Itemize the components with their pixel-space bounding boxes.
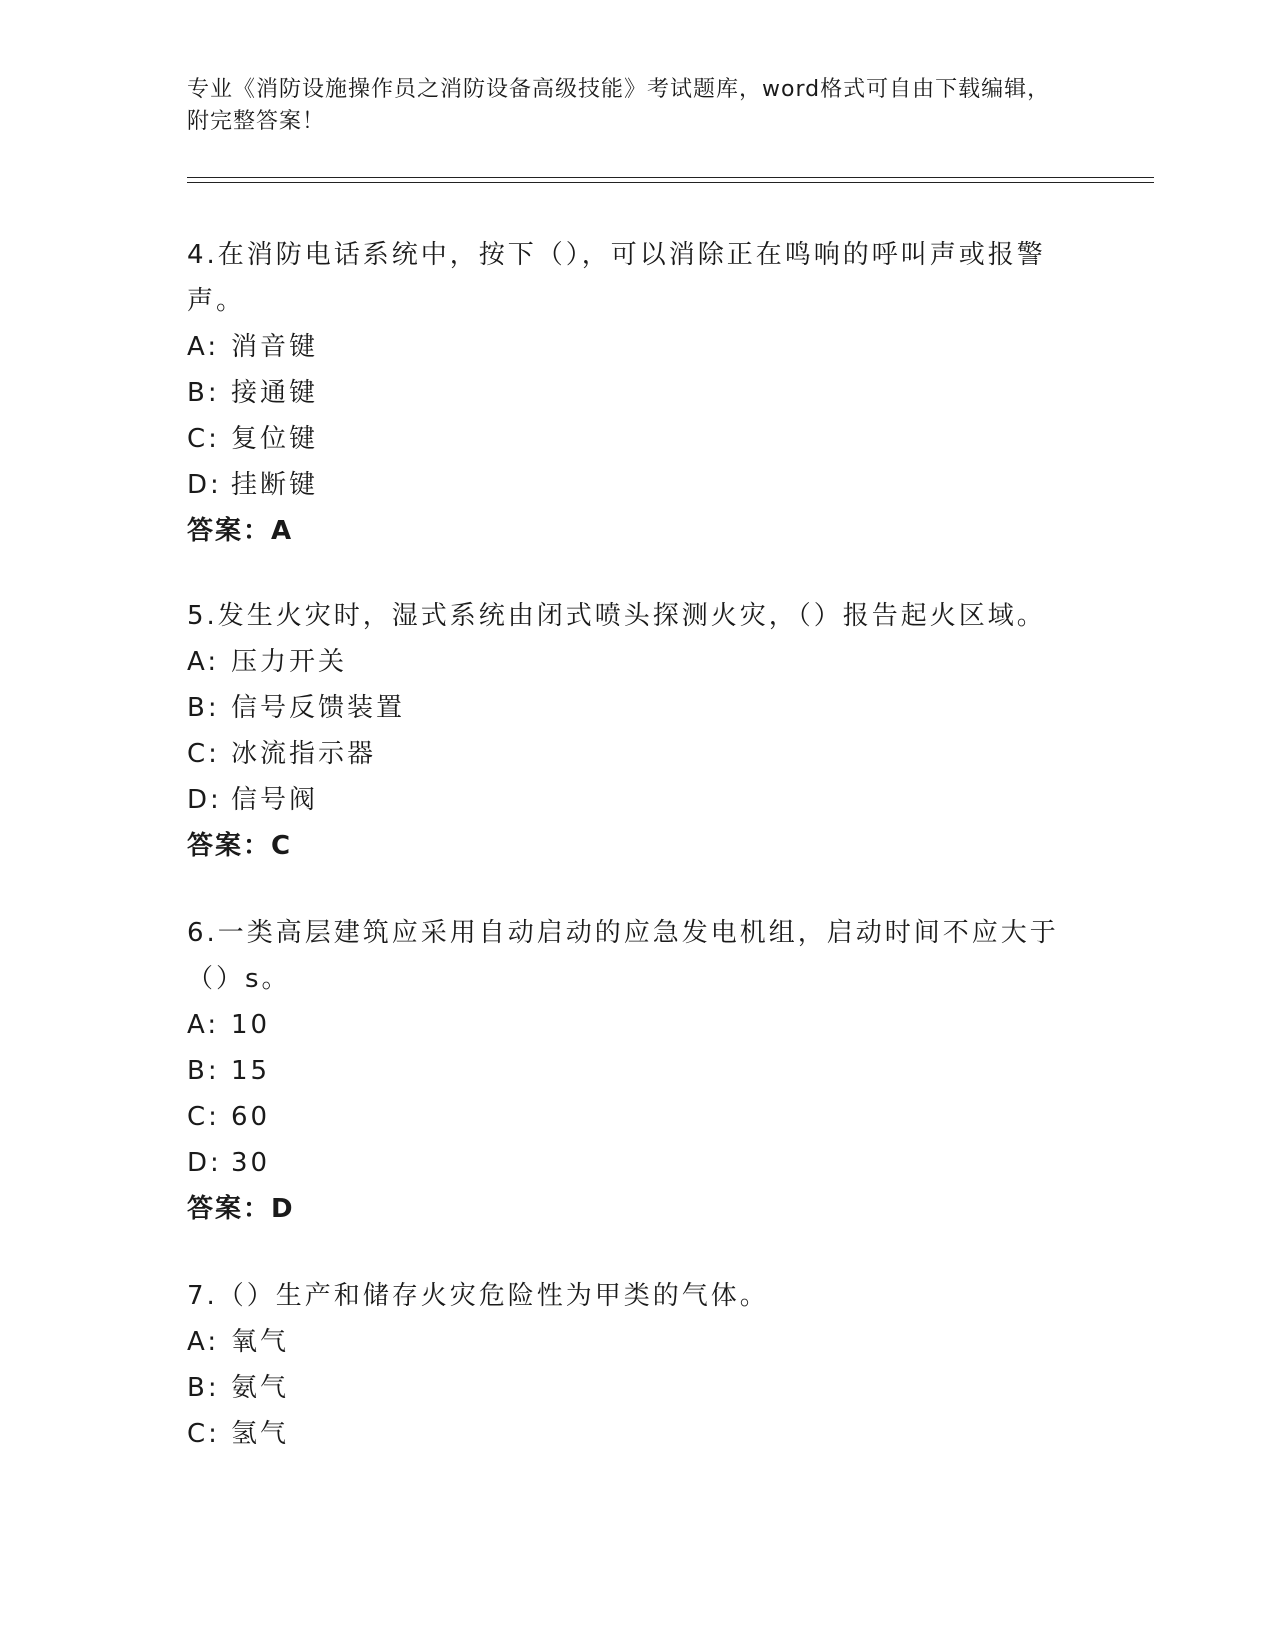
option-label: C: — [187, 1102, 220, 1132]
option-label: A: — [187, 647, 220, 677]
option-d — [187, 462, 1067, 508]
option-label: A: — [187, 1010, 220, 1040]
document-header: 专业《消防设施操作员之消防设备高级技能》考试题库，word格式可自由下载编辑，附完整答案！ — [187, 77, 1051, 134]
option-c — [187, 1411, 1067, 1457]
option-c — [187, 1094, 1067, 1140]
option-label: B: — [187, 1373, 220, 1403]
answer-line: 答案：D — [187, 1194, 295, 1224]
option-a — [187, 324, 1067, 370]
option-label: B: — [187, 1056, 220, 1086]
option-text: 信号反馈装置 — [231, 693, 406, 723]
option-text: 30 — [231, 1148, 271, 1178]
option-label: B: — [187, 378, 220, 408]
option-b — [187, 1048, 1067, 1094]
option-label: D: — [187, 785, 222, 815]
option-text: 挂断键 — [231, 470, 319, 500]
option-label: C: — [187, 424, 220, 454]
option-text: 氧气 — [231, 1327, 290, 1357]
option-text: 压力开关 — [231, 647, 348, 677]
option-b — [187, 1365, 1067, 1411]
option-text: 15 — [231, 1056, 271, 1086]
answer-line: 答案：A — [187, 516, 294, 546]
option-c — [187, 416, 1067, 462]
option-label: C: — [187, 739, 220, 769]
question-stem: 5.发生火灾时，湿式系统由闭式喷头探测火灾，（）报告起火区域。 — [187, 601, 1046, 631]
answer-line: 答案：C — [187, 831, 293, 861]
question-stem: 7.（）生产和储存火灾危险性为甲类的气体。 — [187, 1281, 769, 1311]
option-label: C: — [187, 1419, 220, 1449]
question-7 — [187, 1273, 1067, 1457]
option-label: D: — [187, 470, 222, 500]
option-text: 消音键 — [231, 332, 319, 362]
option-d — [187, 777, 1067, 823]
header-rule-bottom — [187, 182, 1154, 183]
option-c — [187, 731, 1067, 777]
question-5 — [187, 593, 1067, 869]
option-text: 接通键 — [231, 378, 319, 408]
option-text: 10 — [231, 1010, 271, 1040]
option-text: 氢气 — [231, 1419, 290, 1449]
option-b — [187, 685, 1067, 731]
option-text: 信号阀 — [231, 785, 319, 815]
option-b — [187, 370, 1067, 416]
header-rule-top — [187, 177, 1154, 178]
option-a — [187, 639, 1067, 685]
option-label: B: — [187, 693, 220, 723]
option-text: 氨气 — [231, 1373, 290, 1403]
question-6 — [187, 910, 1067, 1232]
question-4 — [187, 232, 1067, 554]
option-d — [187, 1140, 1067, 1186]
option-label: D: — [187, 1148, 222, 1178]
question-stem: 6.一类高层建筑应采用自动启动的应急发电机组，启动时间不应大于（）s。 — [187, 918, 1059, 994]
option-a — [187, 1002, 1067, 1048]
question-stem: 4.在消防电话系统中，按下（），可以消除正在鸣响的呼叫声或报警声。 — [187, 240, 1046, 316]
option-text: 冰流指示器 — [231, 739, 377, 769]
option-a — [187, 1319, 1067, 1365]
option-label: A: — [187, 1327, 220, 1357]
option-label: A: — [187, 332, 220, 362]
option-text: 60 — [231, 1102, 271, 1132]
option-text: 复位键 — [231, 424, 319, 454]
